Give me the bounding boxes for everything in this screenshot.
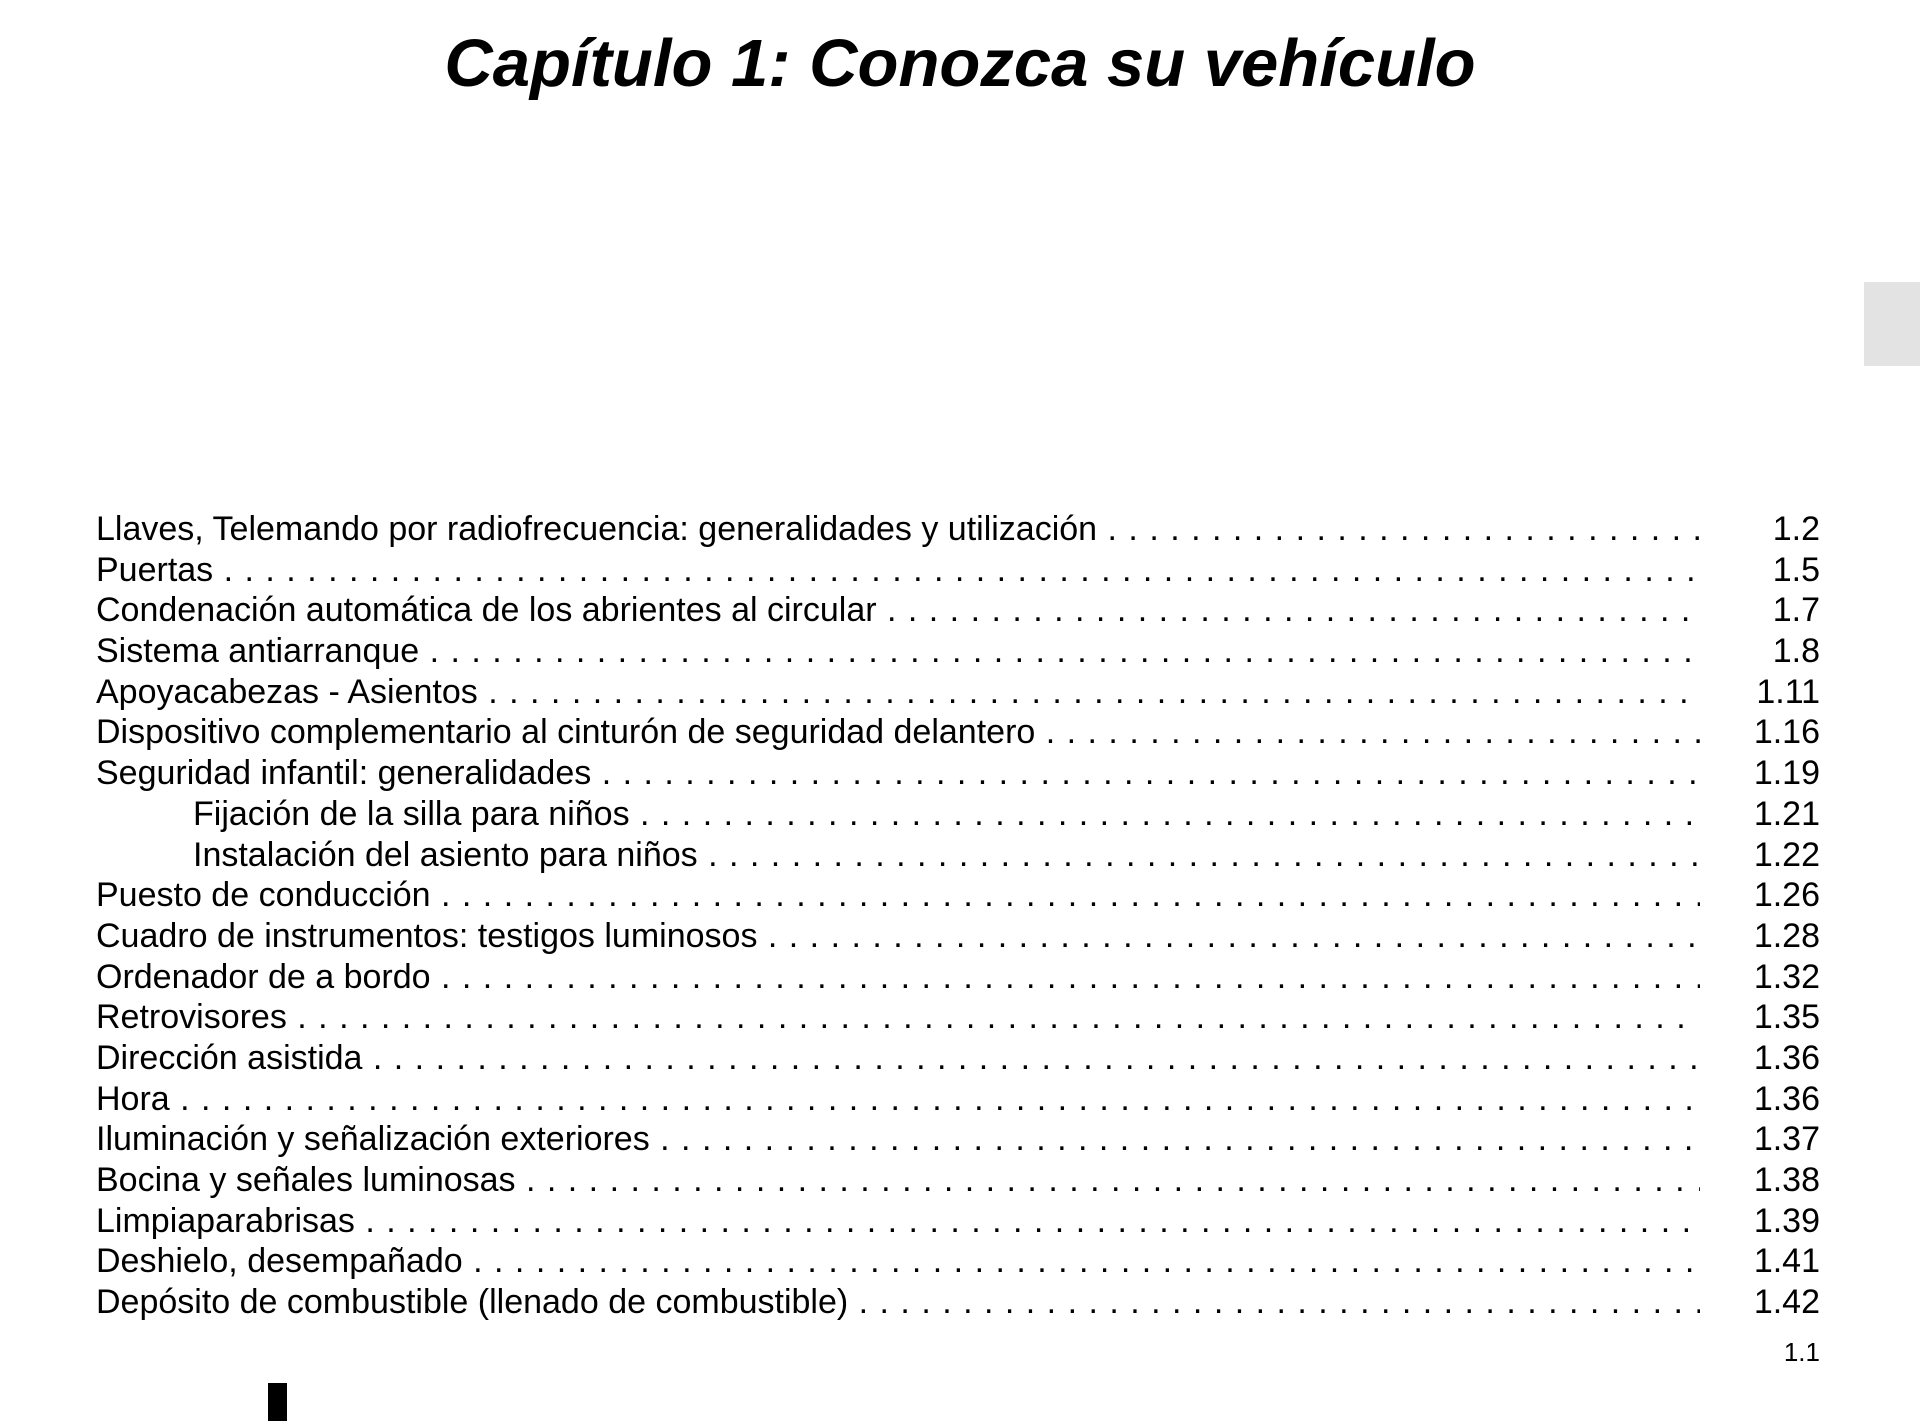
toc-entry-label: Puesto de conducción bbox=[96, 876, 431, 915]
toc-entry-label: Puertas bbox=[96, 550, 214, 589]
toc-entry-page: 1.16 bbox=[1753, 713, 1820, 752]
toc-entry-page: 1.22 bbox=[1753, 835, 1820, 874]
toc-entry-leader bbox=[96, 997, 1700, 1038]
toc-entry-label: Retrovisores bbox=[96, 998, 287, 1037]
page-title: Capítulo 1: Conozca su vehículo bbox=[444, 26, 1476, 101]
toc-entry[interactable] bbox=[96, 1160, 1820, 1201]
toc-entry[interactable] bbox=[96, 753, 1820, 794]
toc-entry-leader bbox=[96, 957, 1700, 998]
toc-entry-leader bbox=[96, 1038, 1700, 1079]
toc-entry-label: Limpiaparabrisas bbox=[96, 1201, 355, 1240]
toc-entry-page: 1.5 bbox=[1772, 550, 1820, 589]
toc-entry-leader bbox=[96, 1079, 1700, 1120]
toc-entry-leader bbox=[96, 1160, 1700, 1201]
toc-entry-label: Instalación del asiento para niños bbox=[193, 835, 698, 874]
toc-entry-label: Apoyacabezas - Asientos bbox=[96, 672, 478, 711]
toc-entry-page: 1.26 bbox=[1753, 876, 1820, 915]
toc-entry-page: 1.36 bbox=[1753, 1079, 1820, 1118]
toc-entry-label: Condenación automática de los abrientes al circular bbox=[96, 591, 877, 630]
toc-entry-leader bbox=[96, 1119, 1700, 1160]
toc-entry-page: 1.42 bbox=[1753, 1283, 1820, 1322]
toc-entry[interactable] bbox=[96, 1119, 1820, 1160]
toc-entry-label: Depósito de combustible (llenado de combustible) bbox=[96, 1283, 849, 1322]
toc-entry-label: Fijación de la silla para niños bbox=[193, 794, 630, 833]
toc-entry-leader bbox=[96, 1282, 1700, 1323]
toc-entry-leader bbox=[96, 509, 1700, 550]
toc-entry-page: 1.8 bbox=[1772, 632, 1820, 671]
toc-entry-label: Dispositivo complementario al cinturón de seguridad delantero bbox=[96, 713, 1036, 752]
toc-entry-leader bbox=[96, 631, 1700, 672]
toc-entry-page: 1.19 bbox=[1753, 754, 1820, 793]
toc-entry-leader bbox=[193, 794, 1700, 835]
toc-entry[interactable] bbox=[96, 1201, 1820, 1242]
toc-entry-label: Deshielo, desempañado bbox=[96, 1242, 463, 1281]
toc-entry-page: 1.7 bbox=[1772, 591, 1820, 630]
toc-entry-leader bbox=[96, 590, 1700, 631]
toc-entry[interactable] bbox=[96, 590, 1820, 631]
toc-entry[interactable] bbox=[96, 509, 1820, 550]
toc-entry-leader bbox=[96, 875, 1700, 916]
toc-entry-page: 1.37 bbox=[1753, 1120, 1820, 1159]
toc-entry[interactable] bbox=[96, 835, 1820, 876]
toc-entry-leader bbox=[96, 712, 1700, 753]
toc-entry-label: Bocina y señales luminosas bbox=[96, 1161, 516, 1199]
toc-entry-label: Llaves, Telemando por radiofrecuencia: generalidades y utilización bbox=[96, 510, 1098, 548]
toc-entry-page: 1.32 bbox=[1753, 957, 1820, 996]
toc-entry-leader bbox=[96, 1241, 1700, 1282]
toc-entry-page: 1.41 bbox=[1753, 1242, 1820, 1281]
toc-entry-page: 1.38 bbox=[1753, 1161, 1820, 1199]
toc-entry[interactable] bbox=[96, 875, 1820, 916]
toc-entry-page: 1.28 bbox=[1753, 916, 1820, 955]
table-of-contents bbox=[96, 509, 1820, 1323]
toc-entry[interactable] bbox=[96, 1282, 1820, 1323]
toc-entry-page: 1.39 bbox=[1753, 1201, 1820, 1240]
toc-entry[interactable] bbox=[96, 1038, 1820, 1079]
toc-entry[interactable] bbox=[96, 957, 1820, 998]
chapter-side-tab bbox=[1864, 282, 1920, 366]
toc-entry-leader bbox=[96, 753, 1700, 794]
toc-entry-page: 1.21 bbox=[1753, 794, 1820, 833]
toc-entry-label: Cuadro de instrumentos: testigos luminosos bbox=[96, 916, 758, 955]
toc-entry-leader bbox=[96, 550, 1700, 591]
toc-entry-leader bbox=[96, 916, 1700, 957]
toc-entry-label: Sistema antiarranque bbox=[96, 632, 420, 671]
toc-entry-page: 1.36 bbox=[1753, 1038, 1820, 1077]
toc-entry[interactable] bbox=[96, 794, 1820, 835]
toc-entry-label: Ordenador de a bordo bbox=[96, 957, 431, 996]
toc-entry-label: Dirección asistida bbox=[96, 1038, 363, 1077]
toc-entry[interactable] bbox=[96, 916, 1820, 957]
toc-entry[interactable] bbox=[96, 1241, 1820, 1282]
toc-entry[interactable] bbox=[96, 1079, 1820, 1120]
toc-entry-page: 1.35 bbox=[1753, 998, 1820, 1037]
toc-entry-page: 1.11 bbox=[1756, 672, 1820, 711]
toc-entry-label: Seguridad infantil: generalidades bbox=[96, 754, 592, 793]
toc-entry[interactable] bbox=[96, 550, 1820, 591]
toc-entry-leader bbox=[96, 672, 1700, 713]
page-number: 1.1 bbox=[1783, 1337, 1820, 1367]
toc-entry-label: Hora bbox=[96, 1079, 170, 1118]
toc-entry-label: Iluminación y señalización exteriores bbox=[96, 1120, 650, 1159]
toc-entry[interactable] bbox=[96, 997, 1820, 1038]
toc-entry[interactable] bbox=[96, 672, 1820, 713]
toc-entry-leader bbox=[96, 1201, 1700, 1242]
edge-mark bbox=[268, 1383, 287, 1421]
toc-entry-leader bbox=[193, 835, 1700, 876]
toc-entry[interactable] bbox=[96, 712, 1820, 753]
toc-entry[interactable] bbox=[96, 631, 1820, 672]
toc-entry-page: 1.2 bbox=[1772, 510, 1820, 548]
